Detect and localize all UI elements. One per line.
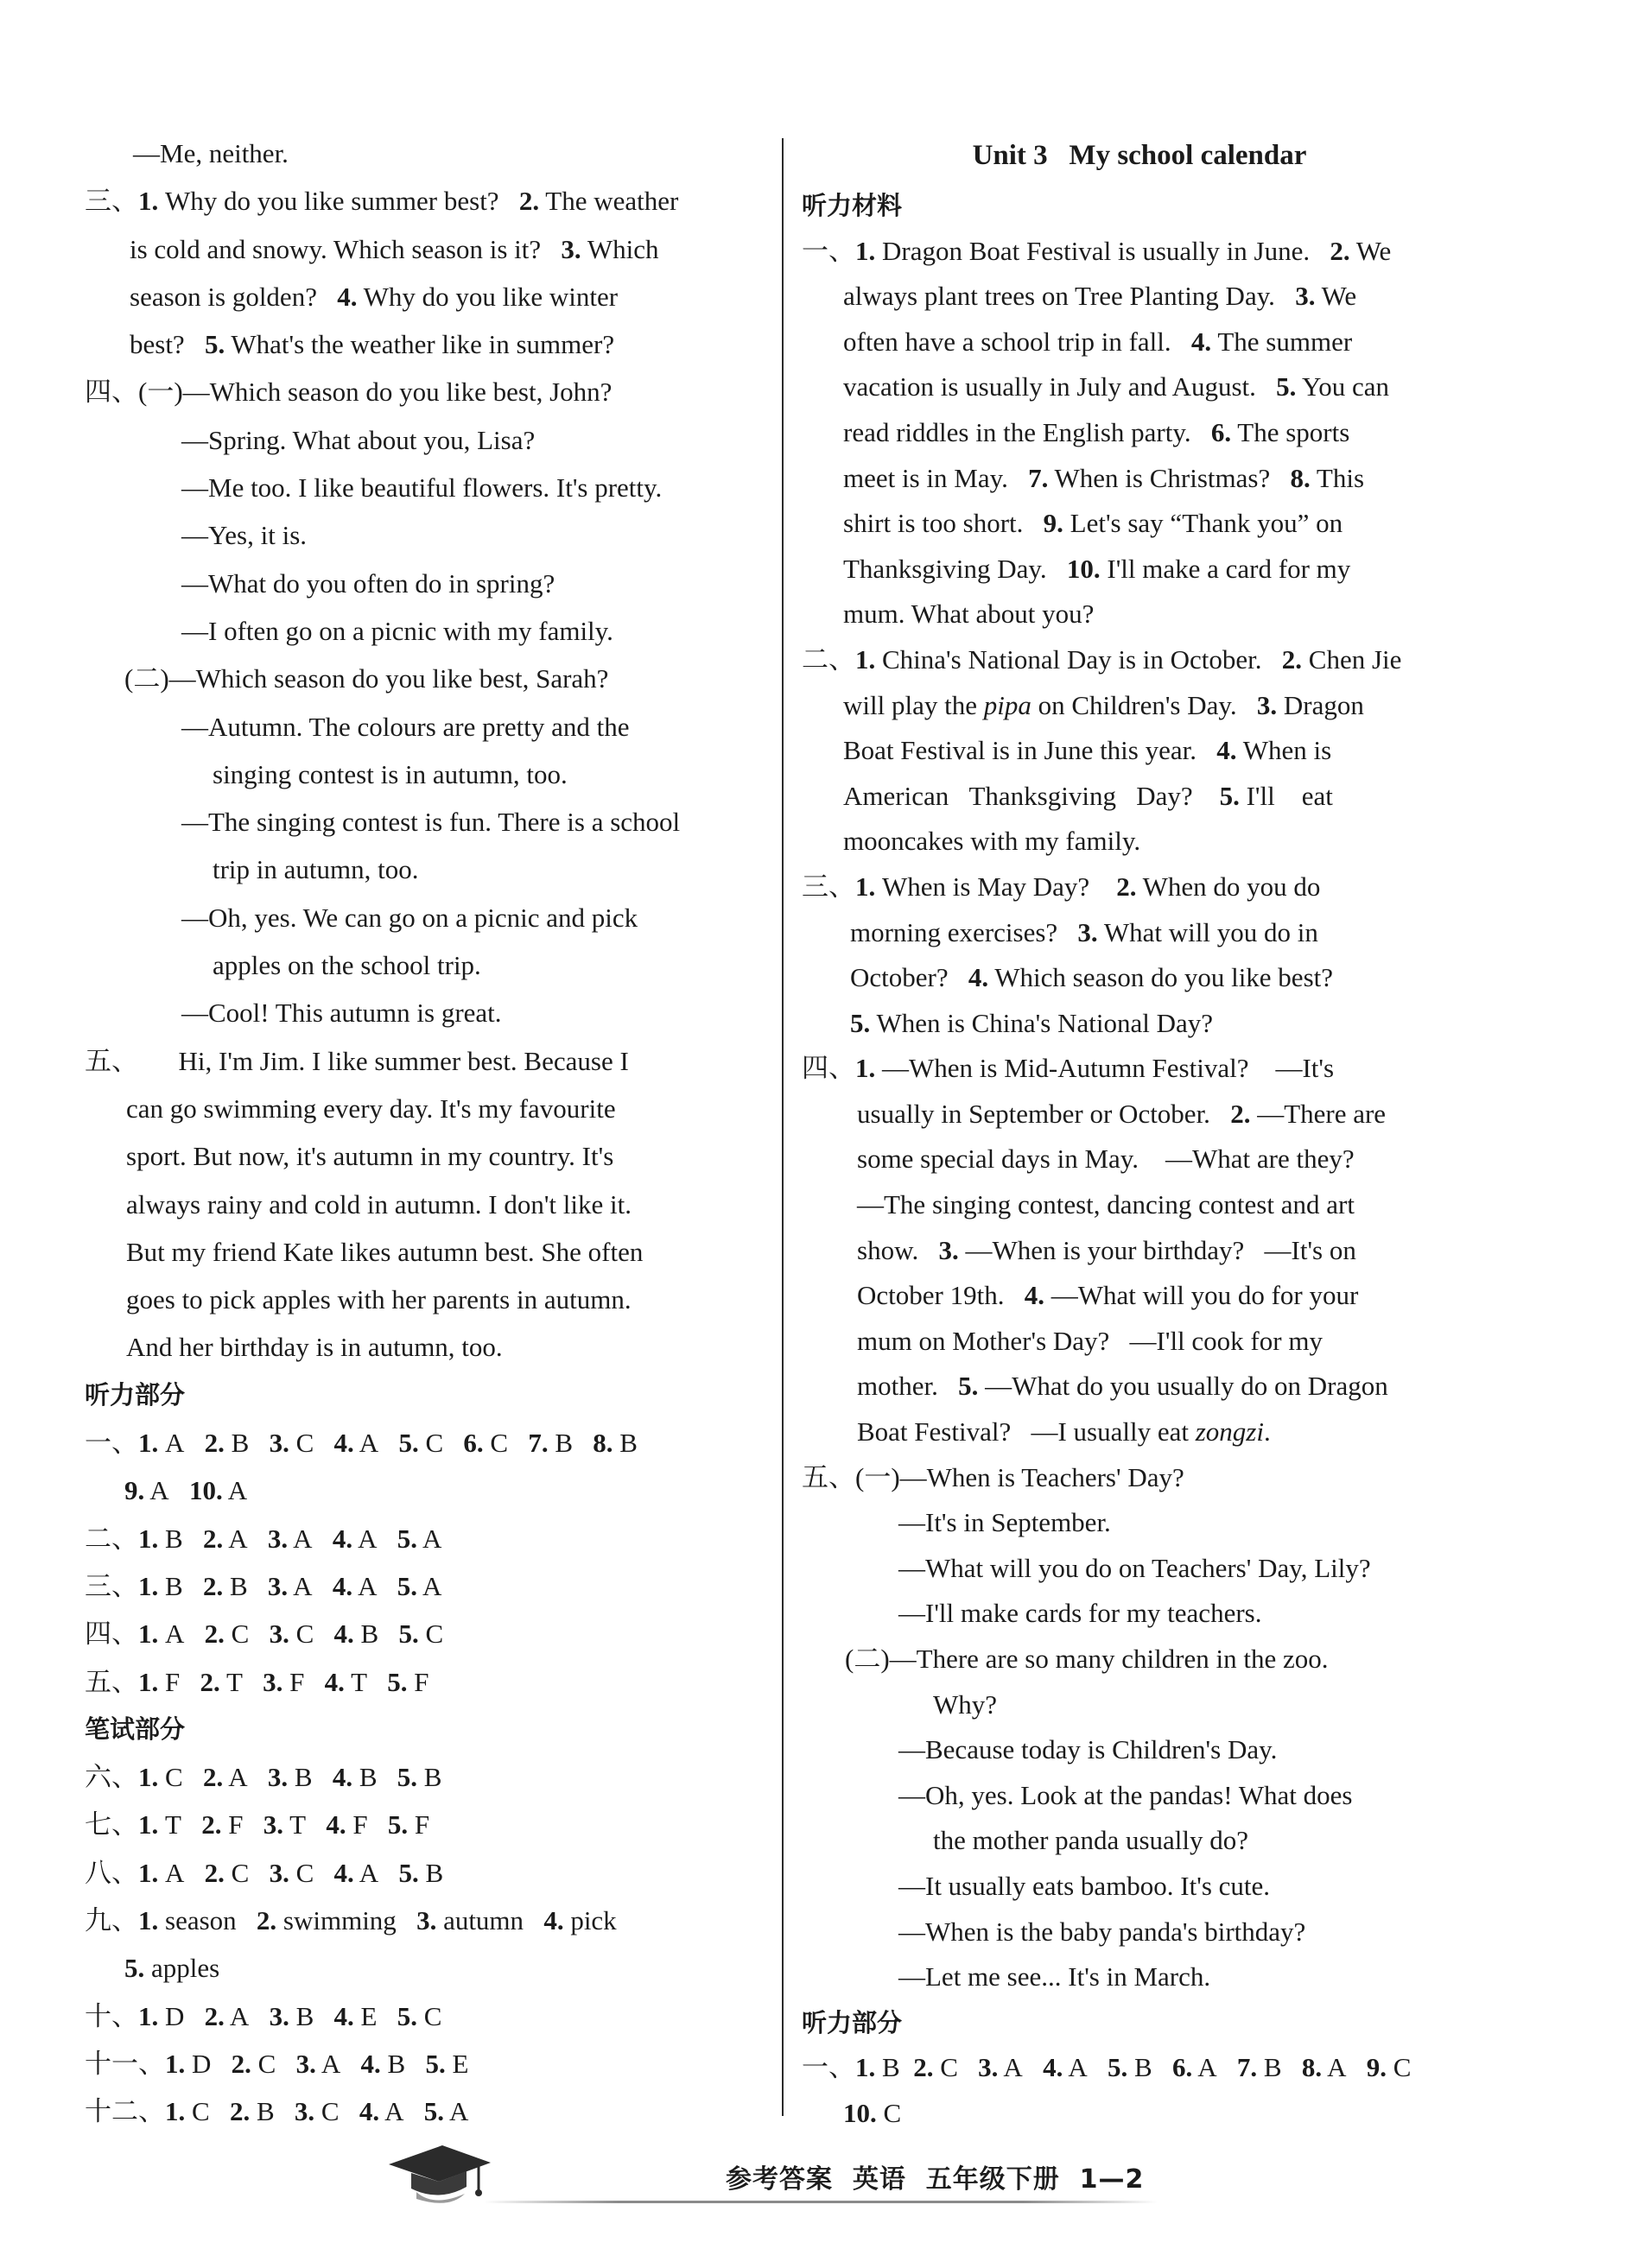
answer-line: But my friend Kate likes autumn best. She often <box>126 1236 644 1267</box>
answer-line: 五、(一)—When is Teachers' Day? <box>802 1461 1184 1492</box>
answer-line: 八、1. A 2. C 3. C 4. A 5. B <box>85 1857 444 1888</box>
section-heading-listening-material: 听力材料 <box>802 191 903 220</box>
answer-line: singing contest is in autumn, too. <box>213 758 568 789</box>
section-heading-listening: 听力部分 <box>802 2007 903 2037</box>
answer-line: 九、1. season 2. swimming 3. autumn 4. pick <box>85 1904 617 1935</box>
answer-line: —Autumn. The colours are pretty and the <box>181 711 630 742</box>
answer-line: 六、1. C 2. A 3. B 4. B 5. B <box>85 1762 442 1793</box>
answer-line: season is golden? 4. Why do you like winter <box>130 281 619 312</box>
answer-line: is cold and snowy. Which season is it? 3. Which <box>130 233 659 264</box>
answer-line: 一、1. Dragon Boat Festival is usually in June. 2. We <box>802 235 1392 266</box>
answer-line: 5. When is China's National Day? <box>850 1007 1213 1038</box>
answer-line: 七、1. T 2. F 3. T 4. F 5. F <box>85 1809 430 1840</box>
answer-line: apples on the school trip. <box>213 950 481 981</box>
graduation-cap-icon <box>382 2140 494 2209</box>
answer-line: always rainy and cold in autumn. I don't like it. <box>126 1188 632 1220</box>
answer-line: 四、1. —When is Mid-Autumn Festival? —It's <box>802 1053 1335 1084</box>
answer-line: (二)—There are so many children in the zoo. <box>845 1644 1329 1674</box>
answer-line: 三、1. Why do you like summer best? 2. The weather <box>85 186 679 217</box>
answer-line: read riddles in the English party. 6. The sports <box>843 416 1350 447</box>
section-heading-listening: 听力部分 <box>85 1379 186 1410</box>
answer-line: —What will you do on Teachers' Day, Lily? <box>898 1552 1371 1583</box>
answer-line: 五、 Hi, I'm Jim. I like summer best. Because I <box>85 1045 629 1076</box>
answer-line: American Thanksgiving Day? 5. I'll eat <box>843 780 1333 811</box>
answer-line: —Let me see... It's in March. <box>898 1961 1211 1992</box>
answer-line: —The singing contest, dancing contest and art <box>857 1189 1355 1220</box>
answer-line: shirt is too short. 9. Let's say “Thank you” on <box>843 508 1343 539</box>
answer-line: 一、1. B 2. C 3. A 4. A 5. B 6. A 7. B 8. A 9. C <box>802 2052 1412 2083</box>
answer-line: 9. A 10. A <box>124 1475 248 1506</box>
answer-line: vacation is usually in July and August. 5. You can <box>843 371 1390 402</box>
answer-line: Thanksgiving Day. 10. I'll make a card for my <box>843 553 1351 584</box>
answer-line: usually in September or October. 2. —There are <box>857 1098 1387 1129</box>
answer-line: —Me, neither. <box>133 138 289 168</box>
answer-line: sport. But now, it's autumn in my country. It's <box>126 1141 614 1172</box>
answer-line: show. 3. —When is your birthday? —It's on <box>857 1234 1356 1265</box>
answer-line: (二)—Which season do you like best, Sarah? <box>124 663 609 694</box>
unit-title: Unit 3 My school calendar <box>972 140 1307 171</box>
footer-label: 参考答案 英语 五年级下册 1—2 <box>726 2164 1145 2195</box>
answer-line: will play the pipa on Children's Day. 3. Dragon <box>843 689 1364 720</box>
answer-line: —I often go on a picnic with my family. <box>181 615 613 646</box>
answer-line: mooncakes with my family. <box>843 826 1141 857</box>
answer-line: mum. What about you? <box>843 599 1095 630</box>
answer-line: And her birthday is in autumn, too. <box>126 1332 503 1363</box>
answer-line: morning exercises? 3. What will you do in <box>850 916 1318 947</box>
answer-line: —What do you often do in spring? <box>181 567 555 599</box>
answer-line: best? 5. What's the weather like in summer? <box>130 329 615 360</box>
answer-line: 十一、1. D 2. C 3. A 4. B 5. E <box>85 2048 469 2079</box>
answer-line: often have a school trip in fall. 4. The summer <box>843 326 1353 357</box>
answer-line: 5. apples <box>124 1953 220 1984</box>
answer-line: mother. 5. —What do you usually do on Dragon <box>857 1371 1388 1402</box>
answer-line: October? 4. Which season do you like best? <box>850 962 1334 993</box>
answer-line: can go swimming every day. It's my favourite <box>126 1093 616 1124</box>
answer-line: —The singing contest is fun. There is a school <box>181 807 681 838</box>
answer-line: 二、1. China's National Day is in October. 2. Chen Jie <box>802 643 1402 675</box>
answer-line: Boat Festival is in June this year. 4. When is <box>843 735 1332 766</box>
answer-line: —Me too. I like beautiful flowers. It's pretty. <box>181 472 663 504</box>
answer-line: 三、1. When is May Day? 2. When do you do <box>802 871 1321 902</box>
answer-line: 十二、1. C 2. B 3. C 4. A 5. A <box>85 2096 469 2127</box>
answer-line: Boat Festival? —I usually eat zongzi. <box>857 1416 1271 1448</box>
answer-line: 四、1. A 2. C 3. C 4. B 5. C <box>85 1619 444 1650</box>
answer-line: 三、1. B 2. B 3. A 4. A 5. A <box>85 1570 442 1601</box>
column-divider <box>782 138 784 2116</box>
answer-line: 五、1. F 2. T 3. F 4. T 5. F <box>85 1666 429 1697</box>
answer-line: always plant trees on Tree Planting Day. 3. We <box>843 281 1357 312</box>
answer-line: —Because today is Children's Day. <box>898 1734 1278 1765</box>
answer-line: 二、1. B 2. A 3. A 4. A 5. A <box>85 1523 442 1554</box>
answer-line: —When is the baby panda's birthday? <box>898 1916 1306 1947</box>
section-heading-written: 笔试部分 <box>85 1714 186 1744</box>
answer-line: —Oh, yes. We can go on a picnic and pick <box>181 902 638 933</box>
answer-line: mum on Mother's Day? —I'll cook for my <box>857 1325 1323 1356</box>
answer-line: some special days in May. —What are they? <box>857 1144 1355 1175</box>
answer-line: —Spring. What about you, Lisa? <box>181 424 536 455</box>
answer-line: —It usually eats bamboo. It's cute. <box>898 1870 1271 1901</box>
answer-line: —Yes, it is. <box>181 520 308 551</box>
footer-rule <box>484 2201 1158 2203</box>
answer-line: —I'll make cards for my teachers. <box>898 1598 1262 1629</box>
answer-line: —Cool! This autumn is great. <box>181 998 502 1029</box>
left-column <box>85 130 767 2135</box>
answer-line: trip in autumn, too. <box>213 854 419 885</box>
answer-line: 10. C <box>843 2097 902 2128</box>
answer-line: —It's in September. <box>898 1507 1111 1538</box>
answer-line: October 19th. 4. —What will you do for your <box>857 1280 1359 1311</box>
answer-line: 一、1. A 2. B 3. C 4. A 5. C 6. C 7. B 8. B <box>85 1428 638 1459</box>
answer-line: goes to pick apples with her parents in autumn. <box>126 1284 632 1315</box>
answer-line: 四、(一)—Which season do you like best, John? <box>85 377 613 408</box>
answer-line: Why? <box>933 1688 998 1720</box>
right-column <box>802 130 1477 2137</box>
answer-line: the mother panda usually do? <box>933 1825 1249 1856</box>
answer-line: —Oh, yes. Look at the pandas! What does <box>898 1779 1353 1810</box>
answer-line: 十、1. D 2. A 3. B 4. E 5. C <box>85 2000 442 2031</box>
answer-line: meet is in May. 7. When is Christmas? 8. This <box>843 462 1365 493</box>
